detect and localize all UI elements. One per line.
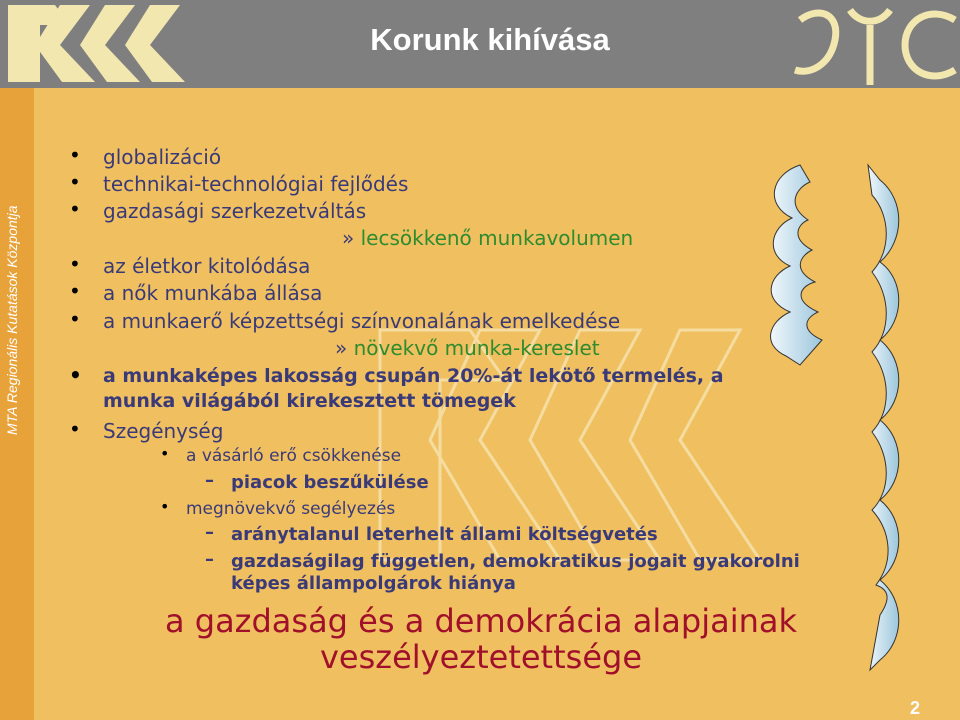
detail-text: aránytalanul leterhelt állami költségvetés — [231, 524, 658, 545]
sidebar-vertical-text: MTA Regionális Kutatások Központja — [4, 205, 20, 435]
detail-citizens-continued: képes állampolgárok hiánya — [231, 573, 516, 594]
list-item-text: technikai-technológiai fejlődés — [103, 172, 409, 196]
result-text: növekvő munka-kereslet — [353, 336, 600, 360]
page-number: 2 — [910, 698, 921, 718]
list-item-text: a munkaerő képzettségi színvonalának emelkedése — [103, 309, 621, 333]
dash-icon: – — [205, 522, 214, 543]
chevron-icon: » — [342, 226, 355, 250]
page-title: Korunk kihívása — [370, 22, 610, 57]
bullet-icon: • — [69, 252, 81, 276]
bullet-icon: • — [69, 363, 82, 387]
result-growing-demand — [335, 336, 600, 360]
list-item-text: az életkor kitolódása — [103, 254, 311, 278]
list-item-globalization — [69, 143, 222, 169]
sub-item-purchasing-power — [160, 444, 402, 466]
conclusion-line-2: veszélyeztetettsége — [319, 638, 642, 676]
sub-item-text: a vásárló erő csökkenése — [186, 446, 402, 466]
bullet-icon: • — [160, 444, 170, 463]
list-item-technology — [69, 170, 409, 196]
detail-citizens — [205, 549, 800, 572]
bullet-icon: • — [69, 143, 81, 167]
bullet-icon: • — [69, 197, 81, 221]
list-item-structural-change — [69, 197, 367, 223]
dash-icon: – — [205, 549, 214, 570]
result-text: lecsökkenő munkavolumen — [360, 226, 634, 250]
list-item-workforce-continued: munka világából kirekesztett tömegek — [103, 390, 516, 412]
list-item-text: globalizáció — [103, 145, 222, 169]
list-item-women — [69, 279, 323, 305]
dash-icon: – — [205, 470, 214, 491]
list-item-age — [69, 252, 311, 278]
list-item-text: gazdasági szerkezetváltás — [103, 199, 367, 223]
bullet-icon: • — [69, 417, 81, 441]
list-item-workforce — [69, 363, 724, 387]
bullet-icon: • — [160, 497, 170, 516]
detail-text: gazdaságilag független, demokratikus jogait gyakorolni — [231, 551, 800, 572]
detail-budget — [205, 522, 658, 545]
chevron-icon: » — [335, 336, 348, 360]
bullet-icon: • — [69, 279, 81, 303]
list-item-text: a munkaképes lakosság csupán 20%-át lekötő termelés, a — [103, 365, 724, 387]
bullet-icon: • — [69, 170, 81, 194]
detail-text: piacok beszűkülése — [231, 472, 429, 493]
bullet-icon: • — [69, 307, 81, 331]
list-item-text: Szegénység — [103, 419, 224, 443]
list-item-poverty — [69, 417, 224, 443]
sub-item-text: megnövekvő segélyezés — [186, 499, 396, 519]
list-item-text: a nők munkába állása — [103, 281, 323, 305]
list-item-qualification — [69, 307, 621, 333]
result-reduced-work-volume — [342, 226, 633, 250]
conclusion-line-1: a gazdaság és a demokrácia alapjainak — [164, 602, 798, 640]
sub-item-welfare — [160, 497, 396, 519]
detail-market-shrink — [205, 470, 429, 493]
